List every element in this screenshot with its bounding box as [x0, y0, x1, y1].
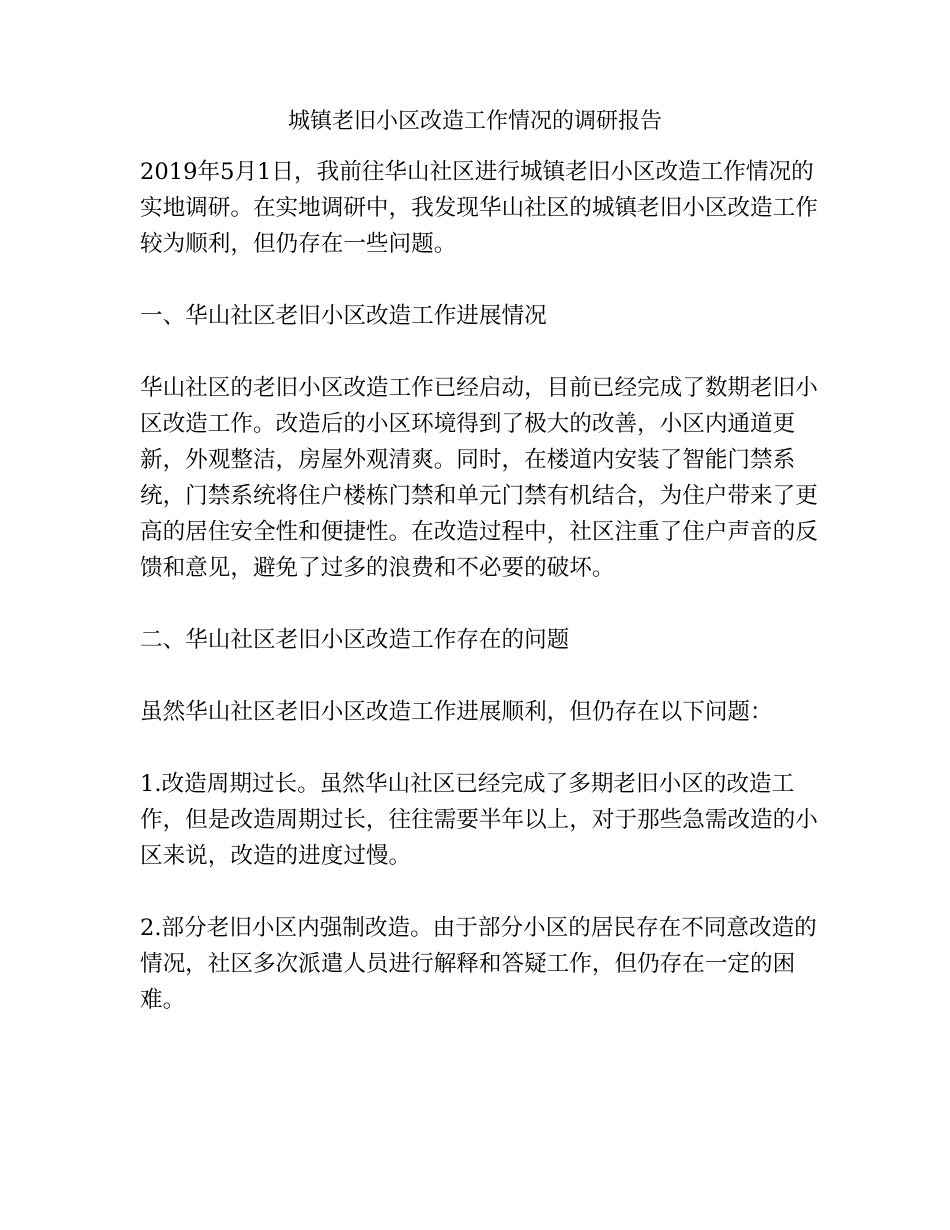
- paragraph-spacer: [140, 874, 820, 910]
- paragraph-spacer: [140, 658, 820, 694]
- section-1-paragraph: 华山社区的老旧小区改造工作已经启动，目前已经完成了数期老旧小区改造工作。改造后的小区环境得到了极大的改善，小区内通道更新，外观整洁，房屋外观清爽。同时，在楼道内安装了智能门禁系统，门禁系统将住户楼栋门禁和单元门禁有机结合，为住户带来了更高的居住安全性和便捷性。在改造过程中，社区注重了住户声音的反馈和意见，避免了过多的浪费和不必要的破坏。: [140, 375, 818, 581]
- issue-2-paragraph: 2.部分老旧小区内强制改造。由于部分小区的居民存在不同意改造的情况，社区多次派遣人员进行解释和答疑工作，但仍存在一定的困难。: [140, 915, 817, 1013]
- intro-paragraph: 2019年5月1日，我前往华山社区进行城镇老旧小区改造工作情况的实地调研。在实地调研中，我发现华山社区的城镇老旧小区改造工作较为顺利，但仍存在一些问题。: [140, 159, 818, 257]
- section-2-intro-paragraph: 虽然华山社区老旧小区改造工作进展顺利，但仍存在以下问题：: [140, 699, 773, 725]
- document-title: 城镇老旧小区改造工作情况的调研报告: [287, 109, 662, 134]
- paragraph-spacer: [140, 586, 820, 622]
- paragraph-spacer: [140, 334, 820, 370]
- issue-1-paragraph: 1.改造周期过长。虽然华山社区已经完成了多期老旧小区的改造工作，但是改造周期过长，往往需要半年以上，对于那些急需改造的小区来说，改造的进度过慢。: [140, 771, 818, 869]
- paragraph-spacer: [140, 262, 820, 298]
- document-body: [140, 154, 820, 1018]
- section-1-heading: 一、华山社区老旧小区改造工作进展情况: [140, 303, 547, 329]
- paragraph-spacer: [140, 730, 820, 766]
- section-2-heading: 二、华山社区老旧小区改造工作存在的问题: [140, 627, 570, 653]
